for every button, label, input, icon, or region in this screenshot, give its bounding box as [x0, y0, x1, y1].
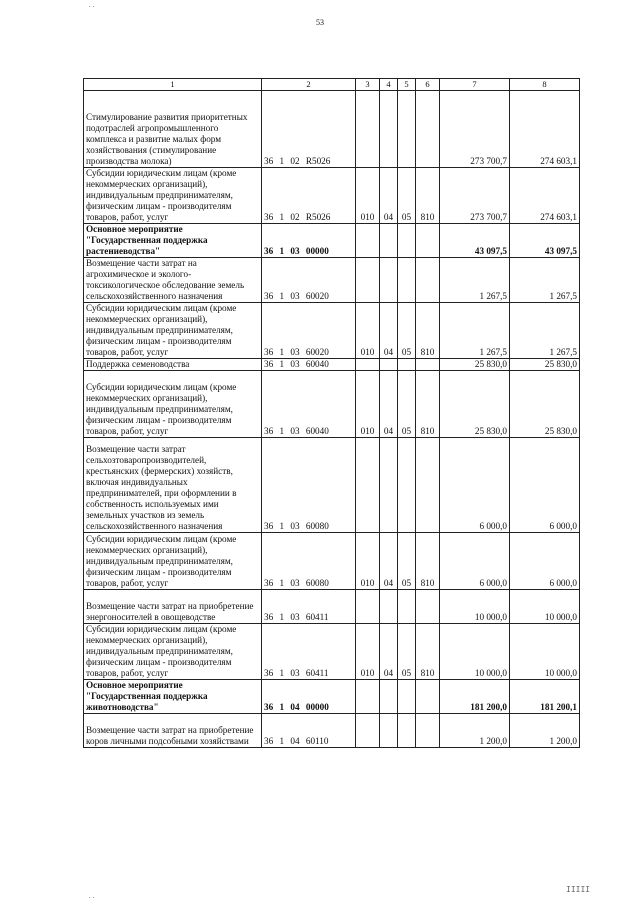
budget-table: [83, 78, 580, 748]
table-row: [84, 224, 580, 258]
row-col4-cell: [380, 714, 398, 748]
row-code-cell: 36 1 04 00000: [262, 680, 356, 714]
table-row: [84, 371, 580, 438]
row-col4-cell: 04: [380, 371, 398, 438]
table-row: [84, 438, 580, 533]
page-number: 53: [316, 18, 324, 27]
row-name-cell: Субсидии юридическим лицам (кроме некоммерческих организаций), индивидуальным предпринимателям, физическим лицам - производителям товаров, работ, услуг: [84, 371, 262, 438]
row-name-cell: Субсидии юридическим лицам (кроме некоммерческих организаций), индивидуальным предпринимателям, физическим лицам - производителям товаров, работ, услуг: [84, 303, 262, 359]
scan-mark-bottom-right: IIIII: [566, 885, 591, 894]
row-name-cell: Возмещение части затрат сельхозтоваропроизводителей, крестьянских (фермерских) хозяйств, включая индивидуальных предпринимателей, при оформлении в собственность используемых ими земельных участков из земель сельскохозяйственного назначения: [84, 438, 262, 533]
row-code-cell: 36 1 03 00000: [262, 224, 356, 258]
row-col4-cell: [380, 590, 398, 624]
row-amount-7-cell: 10 000,0: [440, 590, 510, 624]
row-code-cell: 36 1 03 60040: [262, 371, 356, 438]
row-name-cell: Основное мероприятие "Государственная поддержка растениеводства": [84, 224, 262, 258]
row-amount-8-cell: 274 603,1: [510, 168, 580, 224]
header-cell: 8: [510, 79, 580, 91]
row-col3-cell: 010: [356, 624, 380, 680]
row-col3-cell: [356, 680, 380, 714]
table-row: [84, 680, 580, 714]
row-col6-cell: [416, 359, 440, 371]
row-col6-cell: [416, 91, 440, 168]
row-amount-7-cell: 1 267,5: [440, 303, 510, 359]
row-amount-7-cell: 6 000,0: [440, 438, 510, 533]
row-amount-7-cell: 273 700,7: [440, 168, 510, 224]
header-cell: 6: [416, 79, 440, 91]
row-code-cell: 36 1 03 60020: [262, 258, 356, 303]
row-name-cell: Субсидии юридическим лицам (кроме некоммерческих организаций), индивидуальным предпринимателям, физическим лицам - производителям товаров, работ, услуг: [84, 624, 262, 680]
row-amount-8-cell: 10 000,0: [510, 590, 580, 624]
row-code-cell: 36 1 03 60020: [262, 303, 356, 359]
table-row: [84, 624, 580, 680]
row-col4-cell: 04: [380, 303, 398, 359]
row-amount-7-cell: 273 700,7: [440, 91, 510, 168]
row-name-cell: Стимулирование развития приоритетных подотраслей агропромышленного комплекса и развитие малых форм хозяйствования (стимулирование производства молока): [84, 91, 262, 168]
row-amount-8-cell: 6 000,0: [510, 438, 580, 533]
row-col4-cell: [380, 680, 398, 714]
row-col5-cell: [398, 224, 416, 258]
table-row: [84, 359, 580, 371]
row-col4-cell: [380, 359, 398, 371]
row-amount-8-cell: 25 830,0: [510, 359, 580, 371]
row-name-cell: Основное мероприятие "Государственная поддержка животноводства": [84, 680, 262, 714]
table-row: [84, 590, 580, 624]
row-col3-cell: [356, 359, 380, 371]
row-col6-cell: 810: [416, 303, 440, 359]
header-cell: 1: [84, 79, 262, 91]
row-amount-8-cell: 25 830,0: [510, 371, 580, 438]
row-col6-cell: [416, 438, 440, 533]
row-col5-cell: [398, 91, 416, 168]
row-col3-cell: [356, 91, 380, 168]
table-row: [84, 303, 580, 359]
row-col6-cell: 810: [416, 533, 440, 590]
header-cell: 7: [440, 79, 510, 91]
row-col6-cell: 810: [416, 624, 440, 680]
row-code-cell: 36 1 03 60080: [262, 438, 356, 533]
row-col3-cell: [356, 438, 380, 533]
row-col5-cell: [398, 438, 416, 533]
scan-mark-bottom-left: ..: [88, 893, 96, 900]
row-code-cell: 36 1 02 R5026: [262, 168, 356, 224]
row-amount-8-cell: 181 200,1: [510, 680, 580, 714]
row-col5-cell: [398, 590, 416, 624]
row-code-cell: 36 1 03 60411: [262, 624, 356, 680]
row-name-cell: Субсидии юридическим лицам (кроме некоммерческих организаций), индивидуальным предпринимателям, физическим лицам - производителям товаров, работ, услуг: [84, 533, 262, 590]
row-code-cell: 36 1 03 60411: [262, 590, 356, 624]
row-amount-7-cell: 43 097,5: [440, 224, 510, 258]
row-amount-8-cell: 1 267,5: [510, 258, 580, 303]
row-col4-cell: [380, 258, 398, 303]
row-col6-cell: [416, 714, 440, 748]
row-amount-8-cell: 43 097,5: [510, 224, 580, 258]
table-header-row: [84, 79, 580, 91]
row-code-cell: 36 1 04 60110: [262, 714, 356, 748]
row-col3-cell: [356, 258, 380, 303]
row-col5-cell: [398, 714, 416, 748]
row-name-cell: Поддержка семеноводства: [84, 359, 262, 371]
row-amount-7-cell: 25 830,0: [440, 359, 510, 371]
table-row: [84, 258, 580, 303]
row-col3-cell: 010: [356, 303, 380, 359]
row-amount-8-cell: 6 000,0: [510, 533, 580, 590]
row-amount-7-cell: 10 000,0: [440, 624, 510, 680]
table-row: [84, 533, 580, 590]
row-col5-cell: 05: [398, 533, 416, 590]
row-col3-cell: [356, 224, 380, 258]
row-amount-7-cell: 6 000,0: [440, 533, 510, 590]
row-code-cell: 36 1 03 60040: [262, 359, 356, 371]
row-amount-8-cell: 10 000,0: [510, 624, 580, 680]
row-col6-cell: [416, 680, 440, 714]
scan-mark-top-left: ..: [88, 2, 96, 9]
row-amount-8-cell: 1 200,0: [510, 714, 580, 748]
row-col4-cell: 04: [380, 168, 398, 224]
row-col5-cell: 05: [398, 168, 416, 224]
row-col4-cell: [380, 224, 398, 258]
row-col6-cell: [416, 258, 440, 303]
row-col6-cell: 810: [416, 168, 440, 224]
row-col4-cell: [380, 438, 398, 533]
row-col4-cell: [380, 91, 398, 168]
row-amount-7-cell: 181 200,0: [440, 680, 510, 714]
row-col3-cell: 010: [356, 371, 380, 438]
row-col6-cell: [416, 224, 440, 258]
table-row: [84, 168, 580, 224]
row-col5-cell: [398, 680, 416, 714]
row-col4-cell: 04: [380, 533, 398, 590]
row-col5-cell: 05: [398, 303, 416, 359]
row-name-cell: Возмещение части затрат на приобретение коров личными подсобными хозяйствами: [84, 714, 262, 748]
header-cell: 3: [356, 79, 380, 91]
row-col6-cell: 810: [416, 371, 440, 438]
row-amount-7-cell: 1 200,0: [440, 714, 510, 748]
row-amount-8-cell: 274 603,1: [510, 91, 580, 168]
table-row: [84, 91, 580, 168]
row-col3-cell: [356, 714, 380, 748]
row-col5-cell: 05: [398, 624, 416, 680]
row-col5-cell: 05: [398, 371, 416, 438]
row-col3-cell: 010: [356, 533, 380, 590]
row-col6-cell: [416, 590, 440, 624]
row-name-cell: Субсидии юридическим лицам (кроме некоммерческих организаций), индивидуальным предпринимателям, физическим лицам - производителям товаров, работ, услуг: [84, 168, 262, 224]
row-name-cell: Возмещение части затрат на агрохимическое и эколого-токсикологическое обследование земель сельскохозяйственного назначения: [84, 258, 262, 303]
row-col4-cell: 04: [380, 624, 398, 680]
row-amount-7-cell: 1 267,5: [440, 258, 510, 303]
header-cell: 5: [398, 79, 416, 91]
table-row: [84, 714, 580, 748]
row-col5-cell: [398, 258, 416, 303]
row-code-cell: 36 1 03 60080: [262, 533, 356, 590]
row-code-cell: 36 1 02 R5026: [262, 91, 356, 168]
header-cell: 2: [262, 79, 356, 91]
row-amount-8-cell: 1 267,5: [510, 303, 580, 359]
row-name-cell: Возмещение части затрат на приобретение энергоносителей в овощеводстве: [84, 590, 262, 624]
header-cell: 4: [380, 79, 398, 91]
row-col3-cell: [356, 590, 380, 624]
row-col5-cell: [398, 359, 416, 371]
row-amount-7-cell: 25 830,0: [440, 371, 510, 438]
row-col3-cell: 010: [356, 168, 380, 224]
